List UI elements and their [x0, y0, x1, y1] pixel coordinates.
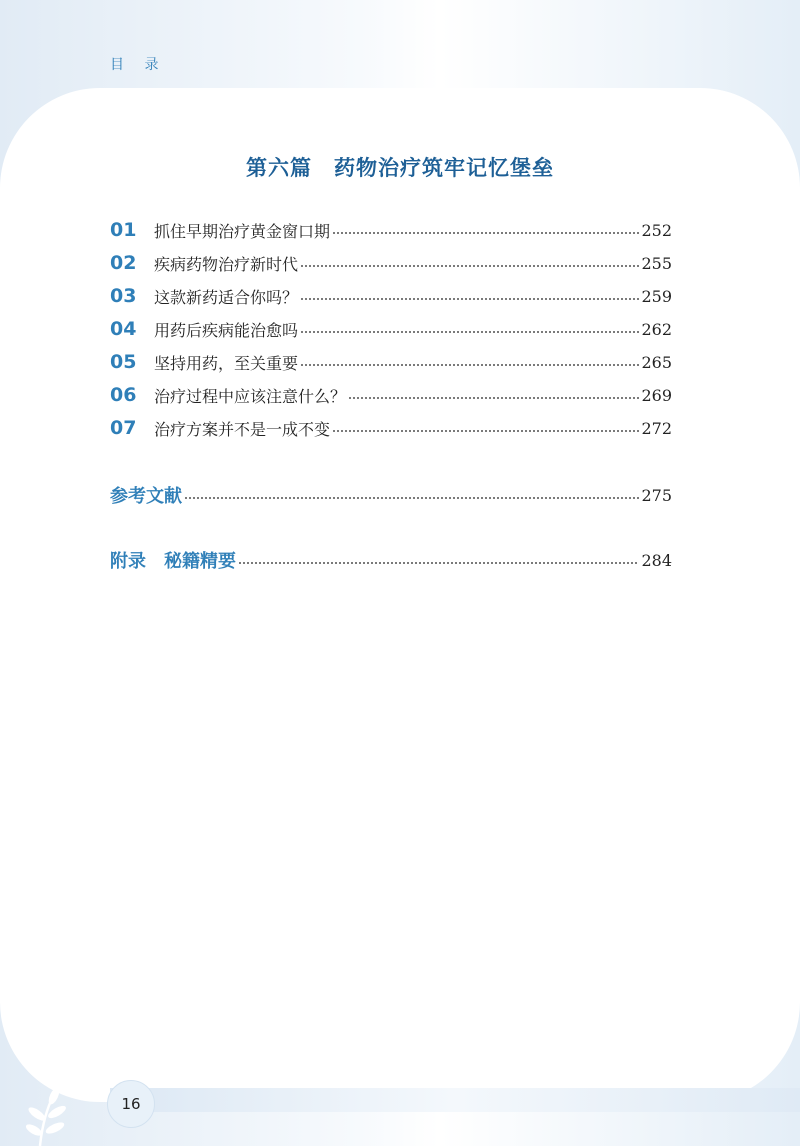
- appendix-name: 秘籍精要: [164, 551, 236, 572]
- toc-entry-number: 06: [110, 384, 137, 406]
- toc-entry[interactable]: [110, 314, 672, 344]
- dot-leader: [300, 258, 639, 268]
- appendix-entry[interactable]: [110, 545, 672, 575]
- dot-leader: [332, 423, 639, 433]
- toc-entry-number: 05: [110, 351, 137, 373]
- toc-entry[interactable]: [110, 413, 672, 443]
- references-title: 参考文献: [110, 486, 182, 507]
- toc-entry-page: 262: [641, 319, 672, 339]
- toc-entry-title: 坚持用药，至关重要: [154, 353, 299, 373]
- toc-entry[interactable]: [110, 248, 672, 278]
- page-number-badge: [107, 1080, 155, 1128]
- toc-entry[interactable]: [110, 380, 672, 410]
- appendix-label: 附录: [110, 551, 146, 572]
- dot-leader: [238, 555, 639, 565]
- toc-entry-title: 这款新药适合你吗？: [154, 287, 299, 307]
- toc-entry-page: 265: [641, 352, 672, 372]
- toc-entry-page: 252: [641, 220, 672, 240]
- appendix-page: 284: [641, 550, 672, 570]
- page-number: 16: [121, 1095, 141, 1113]
- toc-entry-number: 03: [110, 285, 137, 307]
- toc-entry[interactable]: [110, 281, 672, 311]
- footer-band: [110, 1088, 800, 1112]
- toc-entry-number: 07: [110, 417, 137, 439]
- toc-entry-number: 04: [110, 318, 137, 340]
- toc-entry[interactable]: [110, 347, 672, 377]
- toc-entry-page: 269: [641, 385, 672, 405]
- dot-leader: [184, 490, 639, 500]
- toc-entry-title: 治疗方案并不是一成不变: [154, 419, 331, 439]
- references-page: 275: [641, 485, 672, 505]
- toc-entry[interactable]: [110, 215, 672, 245]
- appendix-title: [110, 547, 236, 573]
- toc-entry-page: 259: [641, 286, 672, 306]
- references-entry[interactable]: [110, 480, 672, 510]
- leaf-icon: [24, 1086, 72, 1146]
- dot-leader: [300, 291, 639, 301]
- dot-leader: [348, 390, 639, 400]
- part-label: 第六篇: [246, 156, 312, 180]
- dot-leader: [300, 324, 639, 334]
- dot-leader: [300, 357, 639, 367]
- toc-entry-number: 02: [110, 252, 137, 274]
- toc-entry-title: 疾病药物治疗新时代: [154, 254, 299, 274]
- toc-entry-title: 用药后疾病能治愈吗: [154, 320, 299, 340]
- toc-entry-title: 治疗过程中应该注意什么？: [154, 386, 347, 406]
- part-title: [0, 152, 800, 182]
- toc-entry-page: 272: [641, 418, 672, 438]
- dot-leader: [332, 225, 639, 235]
- toc-entry-page: 255: [641, 253, 672, 273]
- toc-entry-title: 抓住早期治疗黄金窗口期: [154, 221, 331, 241]
- header-label: 目 录: [110, 57, 167, 73]
- part-name: 药物治疗筑牢记忆堡垒: [334, 156, 554, 180]
- toc-entry-number: 01: [110, 219, 137, 241]
